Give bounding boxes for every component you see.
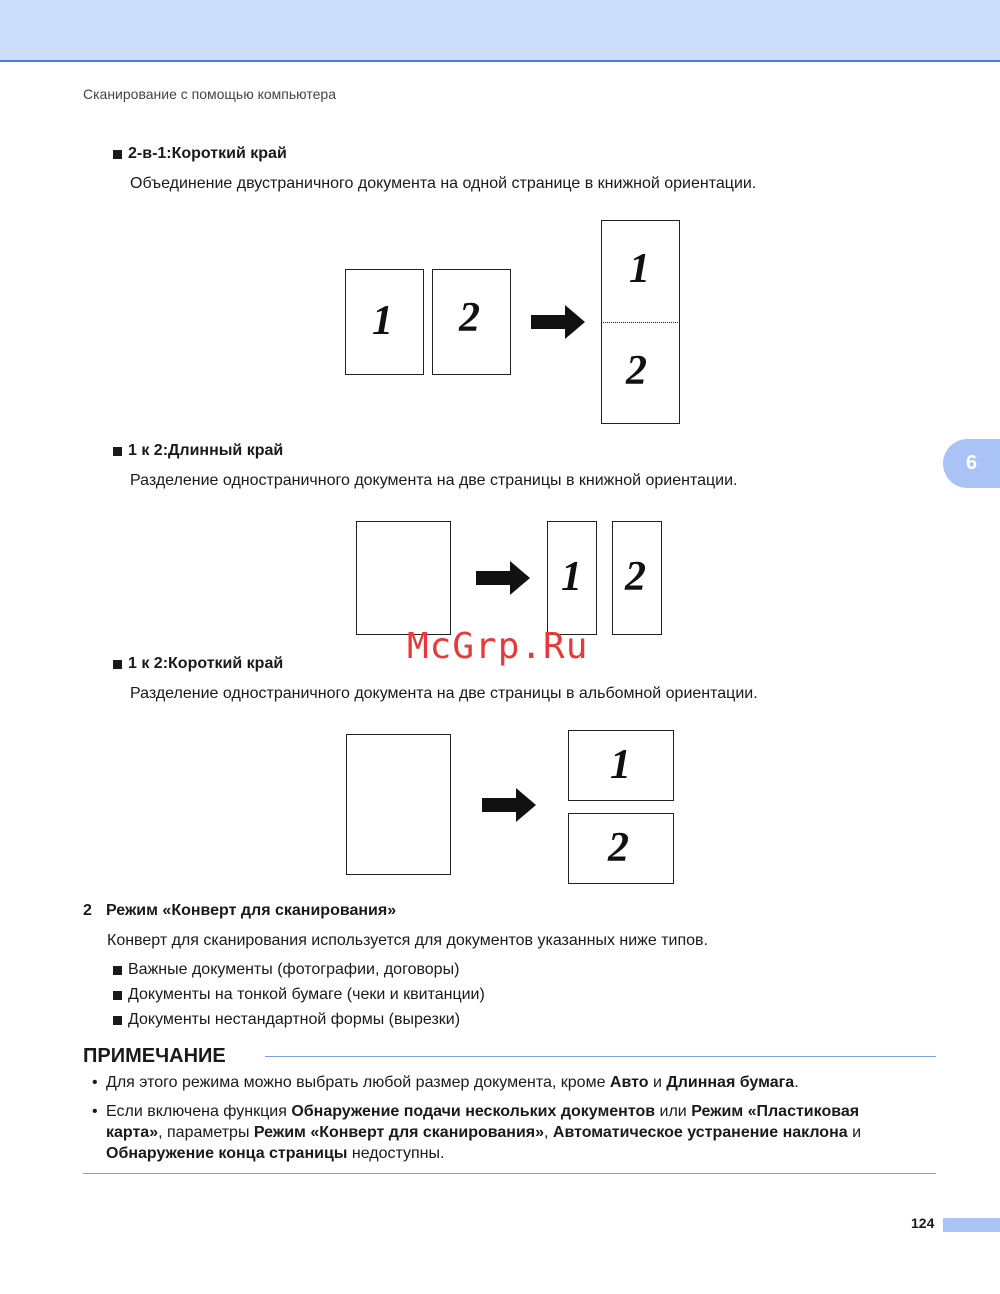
option-heading-1to2-short: 1 к 2:Короткий край bbox=[113, 655, 283, 673]
list-item: Документы нестандартной формы (вырезки) bbox=[113, 1011, 460, 1029]
watermark: McGrp.Ru bbox=[407, 626, 589, 667]
page-number-2-label: 2 bbox=[459, 295, 480, 341]
square-bullet-icon bbox=[113, 966, 122, 975]
chapter-tab[interactable]: 6 bbox=[943, 439, 1000, 488]
option-description: Объединение двустраничного документа на одной странице в книжной ориентации. bbox=[130, 175, 757, 192]
note-heading: ПРИМЕЧАНИЕ bbox=[83, 1045, 226, 1067]
page-number-bar bbox=[943, 1218, 1000, 1232]
square-bullet-icon bbox=[113, 447, 122, 456]
page-number-2-label: 2 bbox=[625, 554, 646, 600]
page-number-2-label: 2 bbox=[626, 348, 647, 394]
top-banner bbox=[0, 0, 1000, 62]
section-intro: Конверт для сканирования используется для документов указанных ниже типов. bbox=[107, 932, 708, 949]
right-arrow-icon bbox=[482, 788, 536, 822]
square-bullet-icon bbox=[113, 660, 122, 669]
page-number-1-label: 1 bbox=[629, 246, 650, 292]
source-page bbox=[356, 521, 451, 635]
square-bullet-icon bbox=[113, 991, 122, 1000]
right-arrow-icon bbox=[531, 305, 585, 339]
square-bullet-icon bbox=[113, 1016, 122, 1025]
option-description: Разделение одностраничного документа на две страницы в книжной ориентации. bbox=[130, 472, 738, 489]
list-item: Документы на тонкой бумаге (чеки и квитанции) bbox=[113, 986, 485, 1004]
page-number-1-label: 1 bbox=[372, 298, 393, 344]
fold-line bbox=[603, 322, 678, 323]
source-page bbox=[346, 734, 451, 875]
square-bullet-icon bbox=[113, 150, 122, 159]
right-arrow-icon bbox=[476, 561, 530, 595]
note-divider bbox=[265, 1056, 936, 1057]
note-bottom-divider bbox=[83, 1173, 936, 1174]
option-heading-2in1-short: 2-в-1:Короткий край bbox=[113, 145, 287, 163]
page-number-1-label: 1 bbox=[610, 742, 631, 788]
running-header: Сканирование с помощью компьютера bbox=[83, 86, 336, 102]
page-number-1-label: 1 bbox=[561, 554, 582, 600]
page-number-2-label: 2 bbox=[608, 825, 629, 871]
list-item: Важные документы (фотографии, договоры) bbox=[113, 961, 459, 979]
option-description: Разделение одностраничного документа на две страницы в альбомной ориентации. bbox=[130, 685, 758, 702]
page-number: 124 bbox=[911, 1215, 935, 1231]
option-heading-1to2-long: 1 к 2:Длинный край bbox=[113, 442, 283, 460]
note-item: • Если включена функция Обнаружение подачи нескольких документов или Режим «Пластиковая карта», параметры Режим «Конверт для сканирования», Автоматическое устранение наклона и Обнаружение конца страницы недоступны. bbox=[92, 1103, 862, 1162]
note-item: • Для этого режима можно выбрать любой размер документа, кроме Авто и Длинная бумага. bbox=[92, 1074, 799, 1091]
section-heading: 2 Режим «Конверт для сканирования» bbox=[83, 902, 397, 919]
